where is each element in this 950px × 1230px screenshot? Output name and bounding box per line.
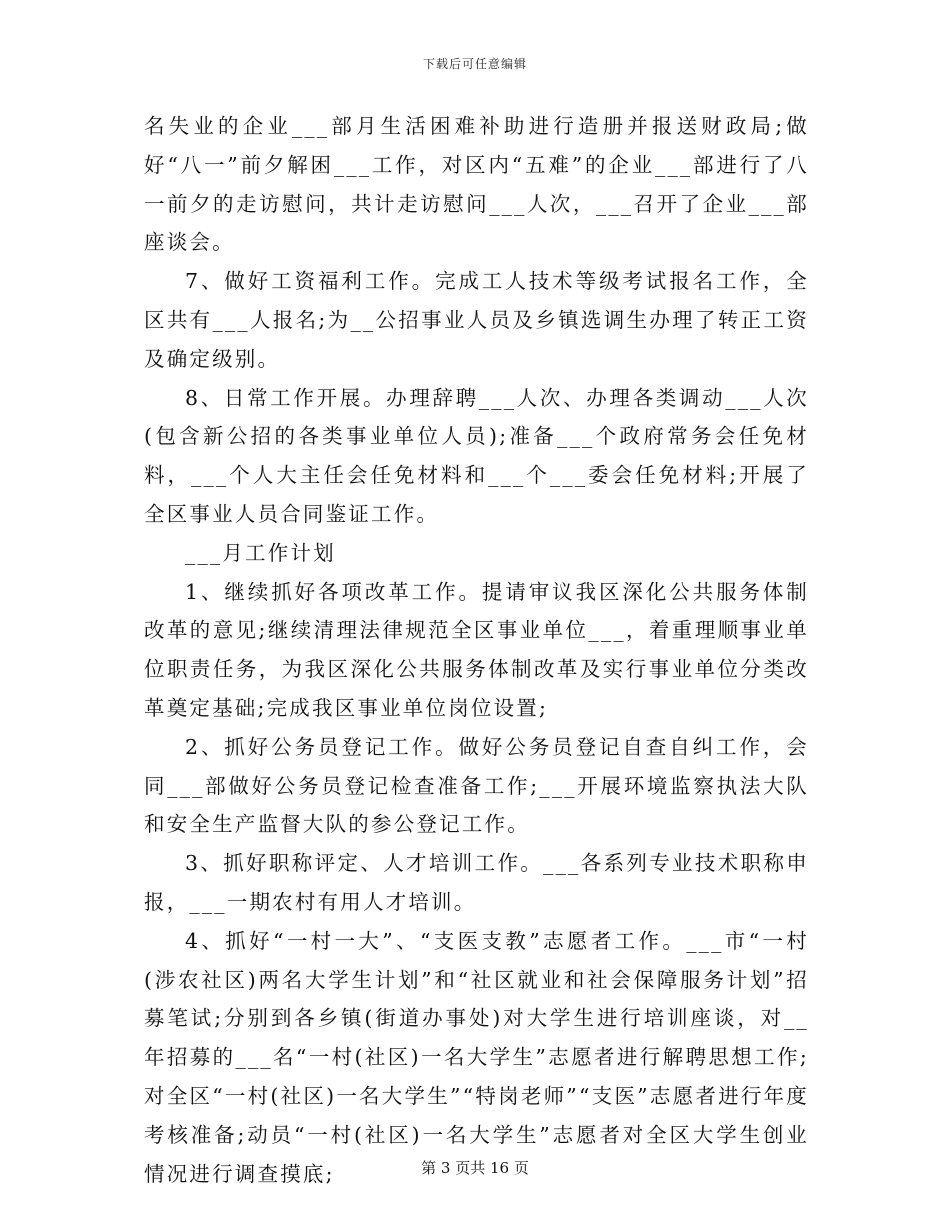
paragraph-4: 1、继续抓好各项改革工作。提请审议我区深化公共服务体制改革的意见;继续清理法律规范全区事业单位___，着重理顺事业单位职责任务，为我区深化公共服务体制改革及实行事业单位分类改革奠定基础;完成我区事业单位岗位设置;	[144, 579, 809, 720]
paragraph-2: 7、做好工资福利工作。完成工人技术等级考试报名工作，全区共有___人报名;为__公招事业人员及乡镇选调生办理了转正工资及确定级别。	[144, 269, 809, 371]
paragraph-7: 4、抓好“一村一大”、“支医支教”志愿者工作。___市“一村(涉农社区)两名大学生计划”和“社区就业和社会保障服务计划”招募笔试;分别到各乡镇(街道办事处)对大学生进行培训座谈，对__年招募的___名“一村(社区)一名大学生”志愿者进行解聘思想工作;对全区“一村(社区)一名大学生”“特岗老师”“支医”志愿者进行年度考核准备;动员“一村(社区)一名大学生”志愿者对全区大学生创业情况进行调查摸底;	[144, 928, 809, 1186]
paragraph-6: 3、抓好职称评定、人才培训工作。___各系列专业技术职称申报，___一期农村有用人才培训。	[144, 851, 809, 914]
paragraph-3: 8、日常工作开展。办理辞聘___人次、办理各类调动___人次(包含新公招的各类事业单位人员);准备___个政府常务会任免材料，___个人大主任会任免材料和___个___委会任免材料;开展了全区事业人员合同鉴证工作。	[144, 385, 809, 526]
page-number: 第 3 页共 16 页	[421, 1159, 529, 1177]
paragraph-1: 名失业的企业___部月生活困难补助进行造册并报送财政局;做好“八一”前夕解困___工作，对区内“五难”的企业___部进行了八一前夕的走访慰问，共计走访慰问___人次，___召开了企业___部座谈会。	[144, 114, 809, 255]
paragraph-5: 2、抓好公务员登记工作。做好公务员登记自查自纠工作，会同___部做好公务员登记检查准备工作;___开展环境监察执法大队和安全生产监督大队的参公登记工作。	[144, 734, 809, 837]
page-header-note: 下载后可任意编辑	[422, 57, 527, 71]
document-body	[144, 107, 809, 1193]
section-heading: ___月工作计划	[185, 540, 336, 565]
